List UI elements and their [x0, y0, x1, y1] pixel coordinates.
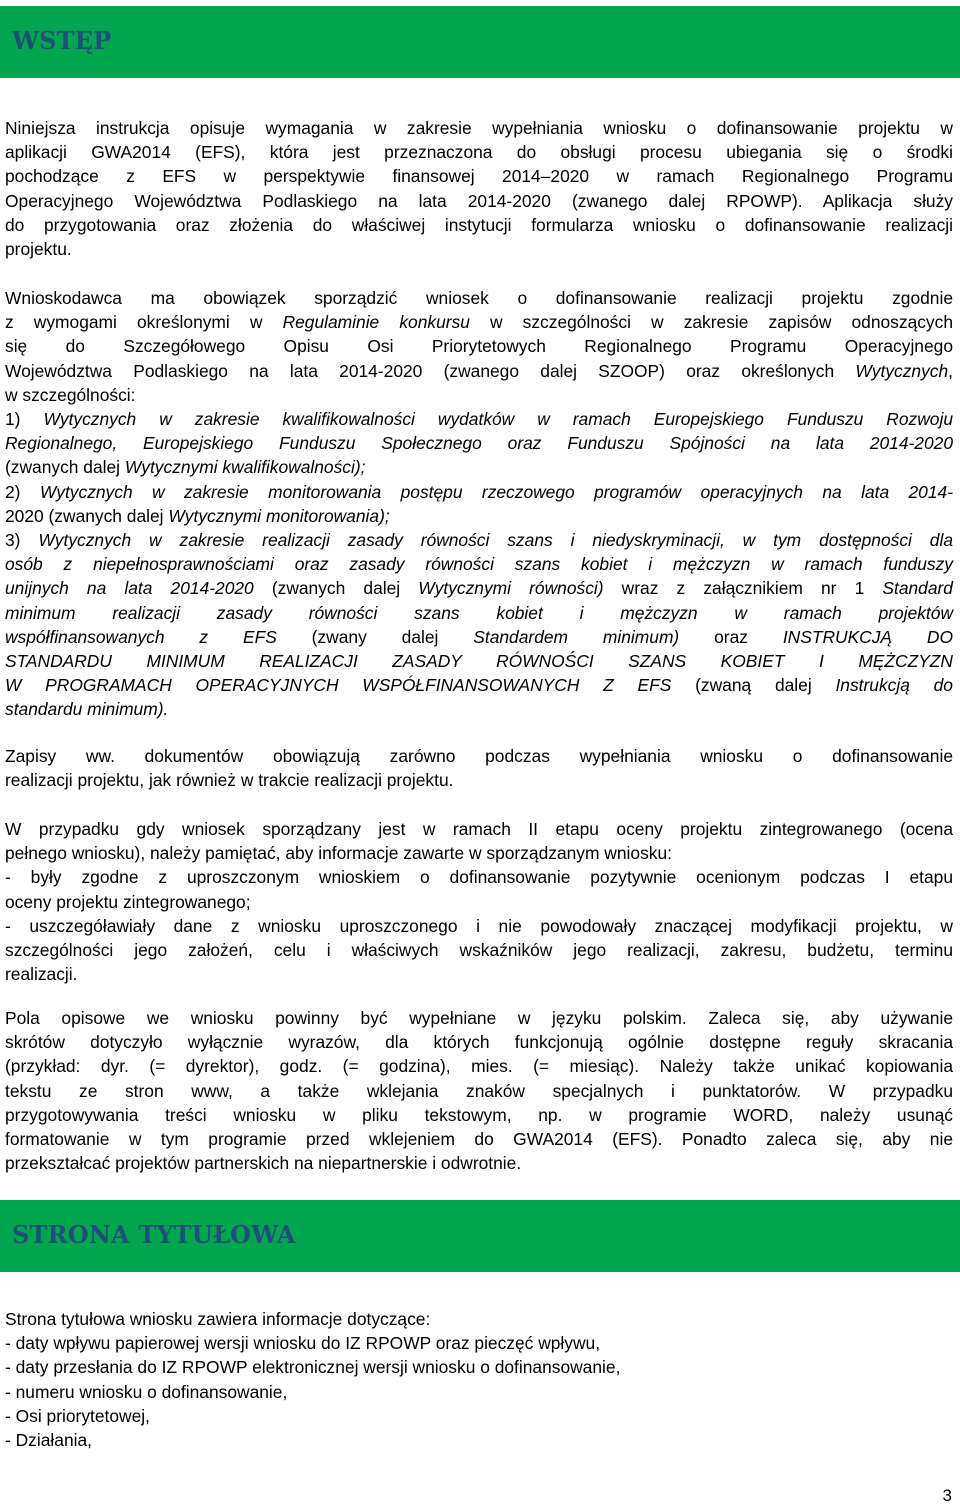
text-line: osób z niepełnosprawnościami oraz zasady równości szans kobiet i mężczyzn w ramach funduszy — [5, 554, 953, 575]
text-line: formatowanie w tym programie przed wklejeniem do GWA2014 (EFS). Ponadto zaleca się, aby nie — [5, 1129, 953, 1150]
text-line: Województwa Podlaskiego na lata 2014-2020 (zwanego dalej SZOOP) oraz określonych Wytycznych, — [5, 360, 953, 381]
paragraph-intro — [5, 116, 953, 261]
text-line: 1) Wytycznych w zakresie kwalifikowalności wydatków w ramach Europejskiego Funduszu Rozwoju — [5, 409, 953, 430]
text-line: oceny projektu zintegrowanego; — [5, 891, 251, 912]
section-heading-bar — [0, 6, 960, 78]
text-line: pochodzące z EFS w perspektywie finansowej 2014–2020 w ramach Regionalnego Programu — [5, 166, 953, 187]
text-line: szczególności jego założeń, celu i właściwych wskaźników jego realizacji, zakresu, budżetu, terminu — [5, 940, 953, 961]
text-line: aplikacji GWA2014 (EFS), która jest przeznaczona do obsługi procesu ubiegania się o środki — [5, 142, 953, 163]
list-item: - daty przesłania do IZ RPOWP elektronicznej wersji wniosku o dofinansowanie, — [5, 1357, 621, 1378]
text-line: przekształcać projektów partnerskich na niepartnerskie i odwrotnie. — [5, 1153, 522, 1174]
text-line: Pola opisowe we wniosku powinny być wypełniane w języku polskim. Zaleca się, aby używanie — [5, 1008, 953, 1028]
text-line: się do Szczegółowego Opisu Osi Priorytetowych Regionalnego Programu Operacyjnego — [5, 336, 953, 357]
paragraph-description-fields — [5, 1006, 953, 1175]
text-line: W przypadku gdy wniosek sporządzany jest w ramach II etapu oceny projektu zintegrowanego (ocena — [5, 819, 953, 839]
paragraph-integrated-project — [5, 817, 953, 986]
text-line: 2) Wytycznych w zakresie monitorowania postępu rzeczowego programów operacyjnych na lata 2014- — [5, 481, 953, 502]
text-line: unijnych na lata 2014-2020 (zwanych dalej Wytycznymi równości) wraz z załącznikiem nr 1 Standard — [5, 578, 953, 599]
text-line: Regionalnego, Europejskiego Funduszu Społecznego oraz Funduszu Spójności na lata 2014-2020 — [5, 433, 953, 454]
text-line: STANDARDU MINIMUM REALIZACJI ZASADY RÓWNOŚCI SZANS KOBIET I MĘŻCZYZN — [5, 651, 953, 672]
paragraph-obligations — [5, 286, 953, 722]
text-line: do przygotowania oraz złożenia do właściwej instytucji formularza wniosku o dofinansowanie realizacji — [5, 214, 953, 235]
text-line: Operacyjnego Województwa Podlaskiego na lata 2014-2020 (zwanego dalej RPOWP). Aplikacja służy — [5, 190, 953, 211]
text-line: - uszczegóławiały dane z wniosku uproszczonego i nie powodowały znaczącej modyfikacji projektu, w — [5, 915, 953, 936]
text-line: Niniejsza instrukcja opisuje wymagania w zakresie wypełniania wniosku o dofinansowanie projektu w — [5, 118, 953, 138]
paragraph-documents — [5, 744, 953, 792]
text-line: - były zgodne z uproszczonym wnioskiem o dofinansowanie pozytywnie ocenionym podczas I etapu — [5, 867, 953, 888]
text-line: realizacji projektu, jak również w trakcie realizacji projektu. — [5, 770, 454, 791]
page-number: 3 — [942, 1486, 952, 1505]
text-line: 2020 (zwanych dalej Wytycznymi monitorowania); — [5, 505, 390, 526]
section-title: STRONA TYTUŁOWA — [12, 1220, 296, 1249]
text-line: współfinansowanych z EFS (zwany dalej Standardem minimum) oraz INSTRUKCJĄ DO — [5, 626, 953, 647]
list-item: - Działania, — [5, 1430, 92, 1451]
paragraph-title-page — [5, 1307, 953, 1452]
text-line: projektu. — [5, 239, 72, 260]
section-heading-bar — [0, 1200, 960, 1272]
text-line: 3) Wytycznych w zakresie realizacji zasady równości szans i niedyskryminacji, w tym dostępności dla — [5, 530, 953, 551]
text-line: (zwanych dalej Wytycznymi kwalifikowalności); — [5, 457, 366, 478]
text-line: pełnego wniosku), należy pamiętać, aby informacje zawarte w sporządzanym wniosku: — [5, 843, 672, 864]
text-line: skrótów dotyczyło wyłącznie wyrazów, dla których funkcjonują ogólnie dostępne reguły skracania — [5, 1032, 953, 1053]
list-item: - Osi priorytetowej, — [5, 1405, 150, 1426]
text-line: Strona tytułowa wniosku zawiera informacje dotyczące: — [5, 1309, 431, 1329]
text-line: tekstu ze stron www, a także wklejania znaków specjalnych i punktatorów. W przypadku — [5, 1080, 953, 1101]
text-line: standardu minimum). — [5, 699, 169, 720]
text-line: Wnioskodawca ma obowiązek sporządzić wniosek o dofinansowanie realizacji projektu zgodnie — [5, 288, 953, 308]
text-line: (przykład: dyr. (= dyrektor), godz. (= godzina), mies. (= miesiąc). Należy także unikać kopiowania — [5, 1056, 953, 1077]
list-item: - numeru wniosku o dofinansowanie, — [5, 1381, 288, 1402]
text-line: Zapisy ww. dokumentów obowiązują zarówno podczas wypełniania wniosku o dofinansowanie — [5, 746, 953, 766]
text-line: przygotowywania treści wniosku w pliku tekstowym, np. w programie WORD, należy usunąć — [5, 1104, 953, 1125]
text-line: realizacji. — [5, 964, 78, 985]
text-line: minimum realizacji zasady równości szans kobiet i mężczyzn w ramach projektów — [5, 602, 953, 623]
text-line: w szczególności: — [5, 384, 136, 405]
section-title: WSTĘP — [12, 26, 112, 55]
text-line: z wymogami określonymi w Regulaminie konkursu w szczególności w zakresie zapisów odnoszących — [5, 312, 953, 333]
text-line: W PROGRAMACH OPERACYJNYCH WSPÓŁFINANSOWANYCH Z EFS (zwaną dalej Instrukcją do — [5, 675, 953, 696]
list-item: - daty wpływu papierowej wersji wniosku do IZ RPOWP oraz pieczęć wpływu, — [5, 1333, 601, 1354]
